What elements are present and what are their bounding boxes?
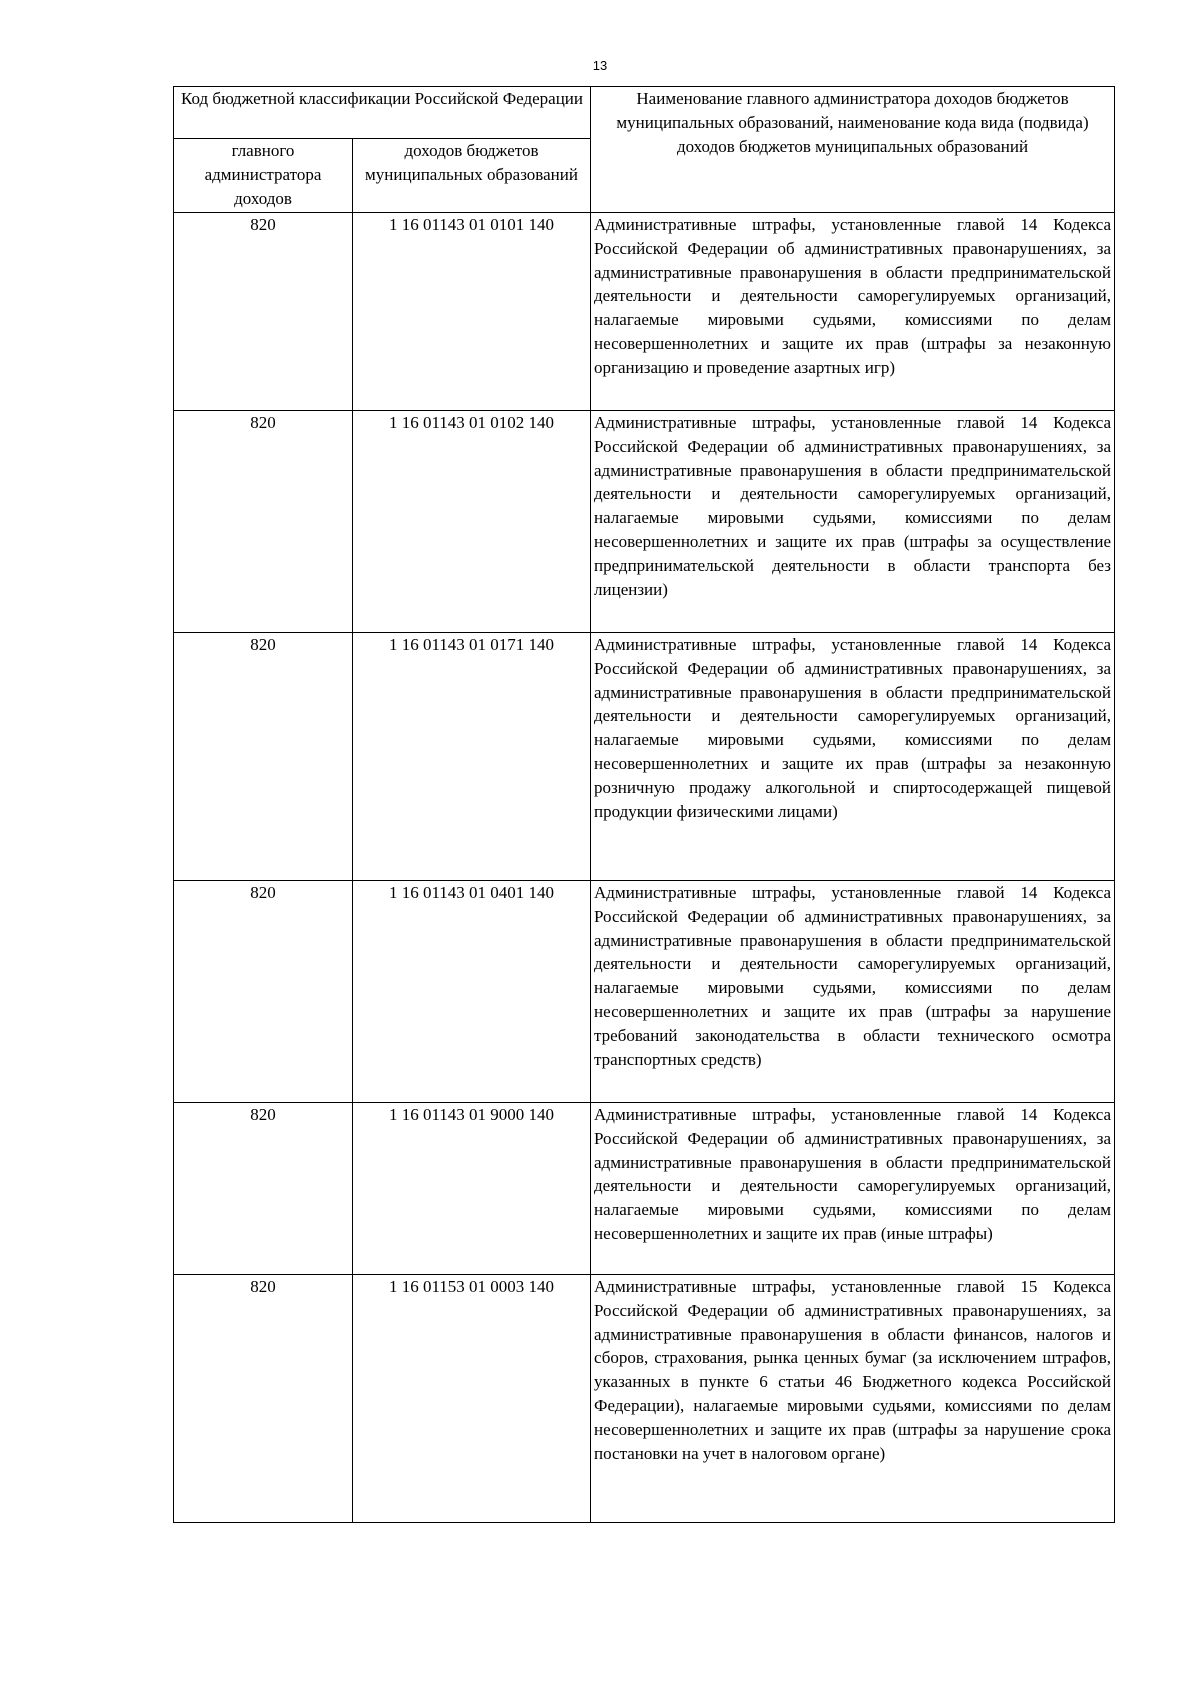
header-main-administrator: главного администратора доходов: [174, 139, 353, 213]
admin-code-cell: 820: [174, 213, 353, 411]
revenue-code-cell: 1 16 01143 01 0171 140: [353, 633, 591, 881]
page-number: 13: [592, 58, 608, 73]
description-cell: Административные штрафы, установленные главой 14 Кодекса Российской Федерации об административных правонарушениях, за административные правонарушения в области предпринимательской деятельности и деятельности саморегулируемых организаций, налагаемые мировыми судьями, комиссиями по делам несовершеннолетних и защите их прав (штрафы за незаконную организацию и проведение азартных игр): [591, 213, 1115, 411]
revenue-code-cell: 1 16 01143 01 0401 140: [353, 881, 591, 1103]
table-header-row: [174, 87, 1115, 139]
table-row: [174, 1103, 1115, 1275]
admin-code-cell: 820: [174, 633, 353, 881]
revenue-code-cell: 1 16 01143 01 0101 140: [353, 213, 591, 411]
admin-code-cell: 820: [174, 1275, 353, 1523]
revenue-code-cell: 1 16 01153 01 0003 140: [353, 1275, 591, 1523]
header-municipal-revenue: доходов бюджетов муниципальных образований: [353, 139, 591, 213]
header-budget-code-group: Код бюджетной классификации Российской Федерации: [174, 87, 591, 139]
description-cell: Административные штрафы, установленные главой 14 Кодекса Российской Федерации об административных правонарушениях, за административные правонарушения в области предпринимательской деятельности и деятельности саморегулируемых организаций, налагаемые мировыми судьями, комиссиями по делам несовершеннолетних и защите их прав (штрафы за осуществление предпринимательской деятельности в области транспорта без лицензии): [591, 411, 1115, 633]
table-row: [174, 881, 1115, 1103]
table-row: [174, 213, 1115, 411]
revenue-code-cell: 1 16 01143 01 9000 140: [353, 1103, 591, 1275]
table-row: [174, 411, 1115, 633]
admin-code-cell: 820: [174, 881, 353, 1103]
table-row: [174, 1275, 1115, 1523]
description-cell: Административные штрафы, установленные главой 14 Кодекса Российской Федерации об административных правонарушениях, за административные правонарушения в области предпринимательской деятельности и деятельности саморегулируемых организаций, налагаемые мировыми судьями, комиссиями по делам несовершеннолетних и защите их прав (иные штрафы): [591, 1103, 1115, 1275]
budget-classification-table: [173, 86, 1115, 1523]
admin-code-cell: 820: [174, 1103, 353, 1275]
table-row: [174, 633, 1115, 881]
admin-code-cell: 820: [174, 411, 353, 633]
revenue-code-cell: 1 16 01143 01 0102 140: [353, 411, 591, 633]
header-name-column: Наименование главного администратора доходов бюджетов муниципальных образований, наименование кода вида (подвида) доходов бюджетов муниципальных образований: [591, 87, 1115, 213]
description-cell: Административные штрафы, установленные главой 15 Кодекса Российской Федерации об административных правонарушениях, за административные правонарушения в области финансов, налогов и сборов, страхования, рынка ценных бумаг (за исключением штрафов, указанных в пункте 6 статьи 46 Бюджетного кодекса Российской Федерации), налагаемые мировыми судьями, комиссиями по делам несовершеннолетних и защите их прав (штрафы за нарушение срока постановки на учет в налоговом органе): [591, 1275, 1115, 1523]
description-cell: Административные штрафы, установленные главой 14 Кодекса Российской Федерации об административных правонарушениях, за административные правонарушения в области предпринимательской деятельности и деятельности саморегулируемых организаций, налагаемые мировыми судьями, комиссиями по делам несовершеннолетних и защите их прав (штрафы за нарушение требований законодательства в области технического осмотра транспортных средств): [591, 881, 1115, 1103]
description-cell: Административные штрафы, установленные главой 14 Кодекса Российской Федерации об административных правонарушениях, за административные правонарушения в области предпринимательской деятельности и деятельности саморегулируемых организаций, налагаемые мировыми судьями, комиссиями по делам несовершеннолетних и защите их прав (штрафы за незаконную розничную продажу алкогольной и спиртосодержащей пищевой продукции физическими лицами): [591, 633, 1115, 881]
